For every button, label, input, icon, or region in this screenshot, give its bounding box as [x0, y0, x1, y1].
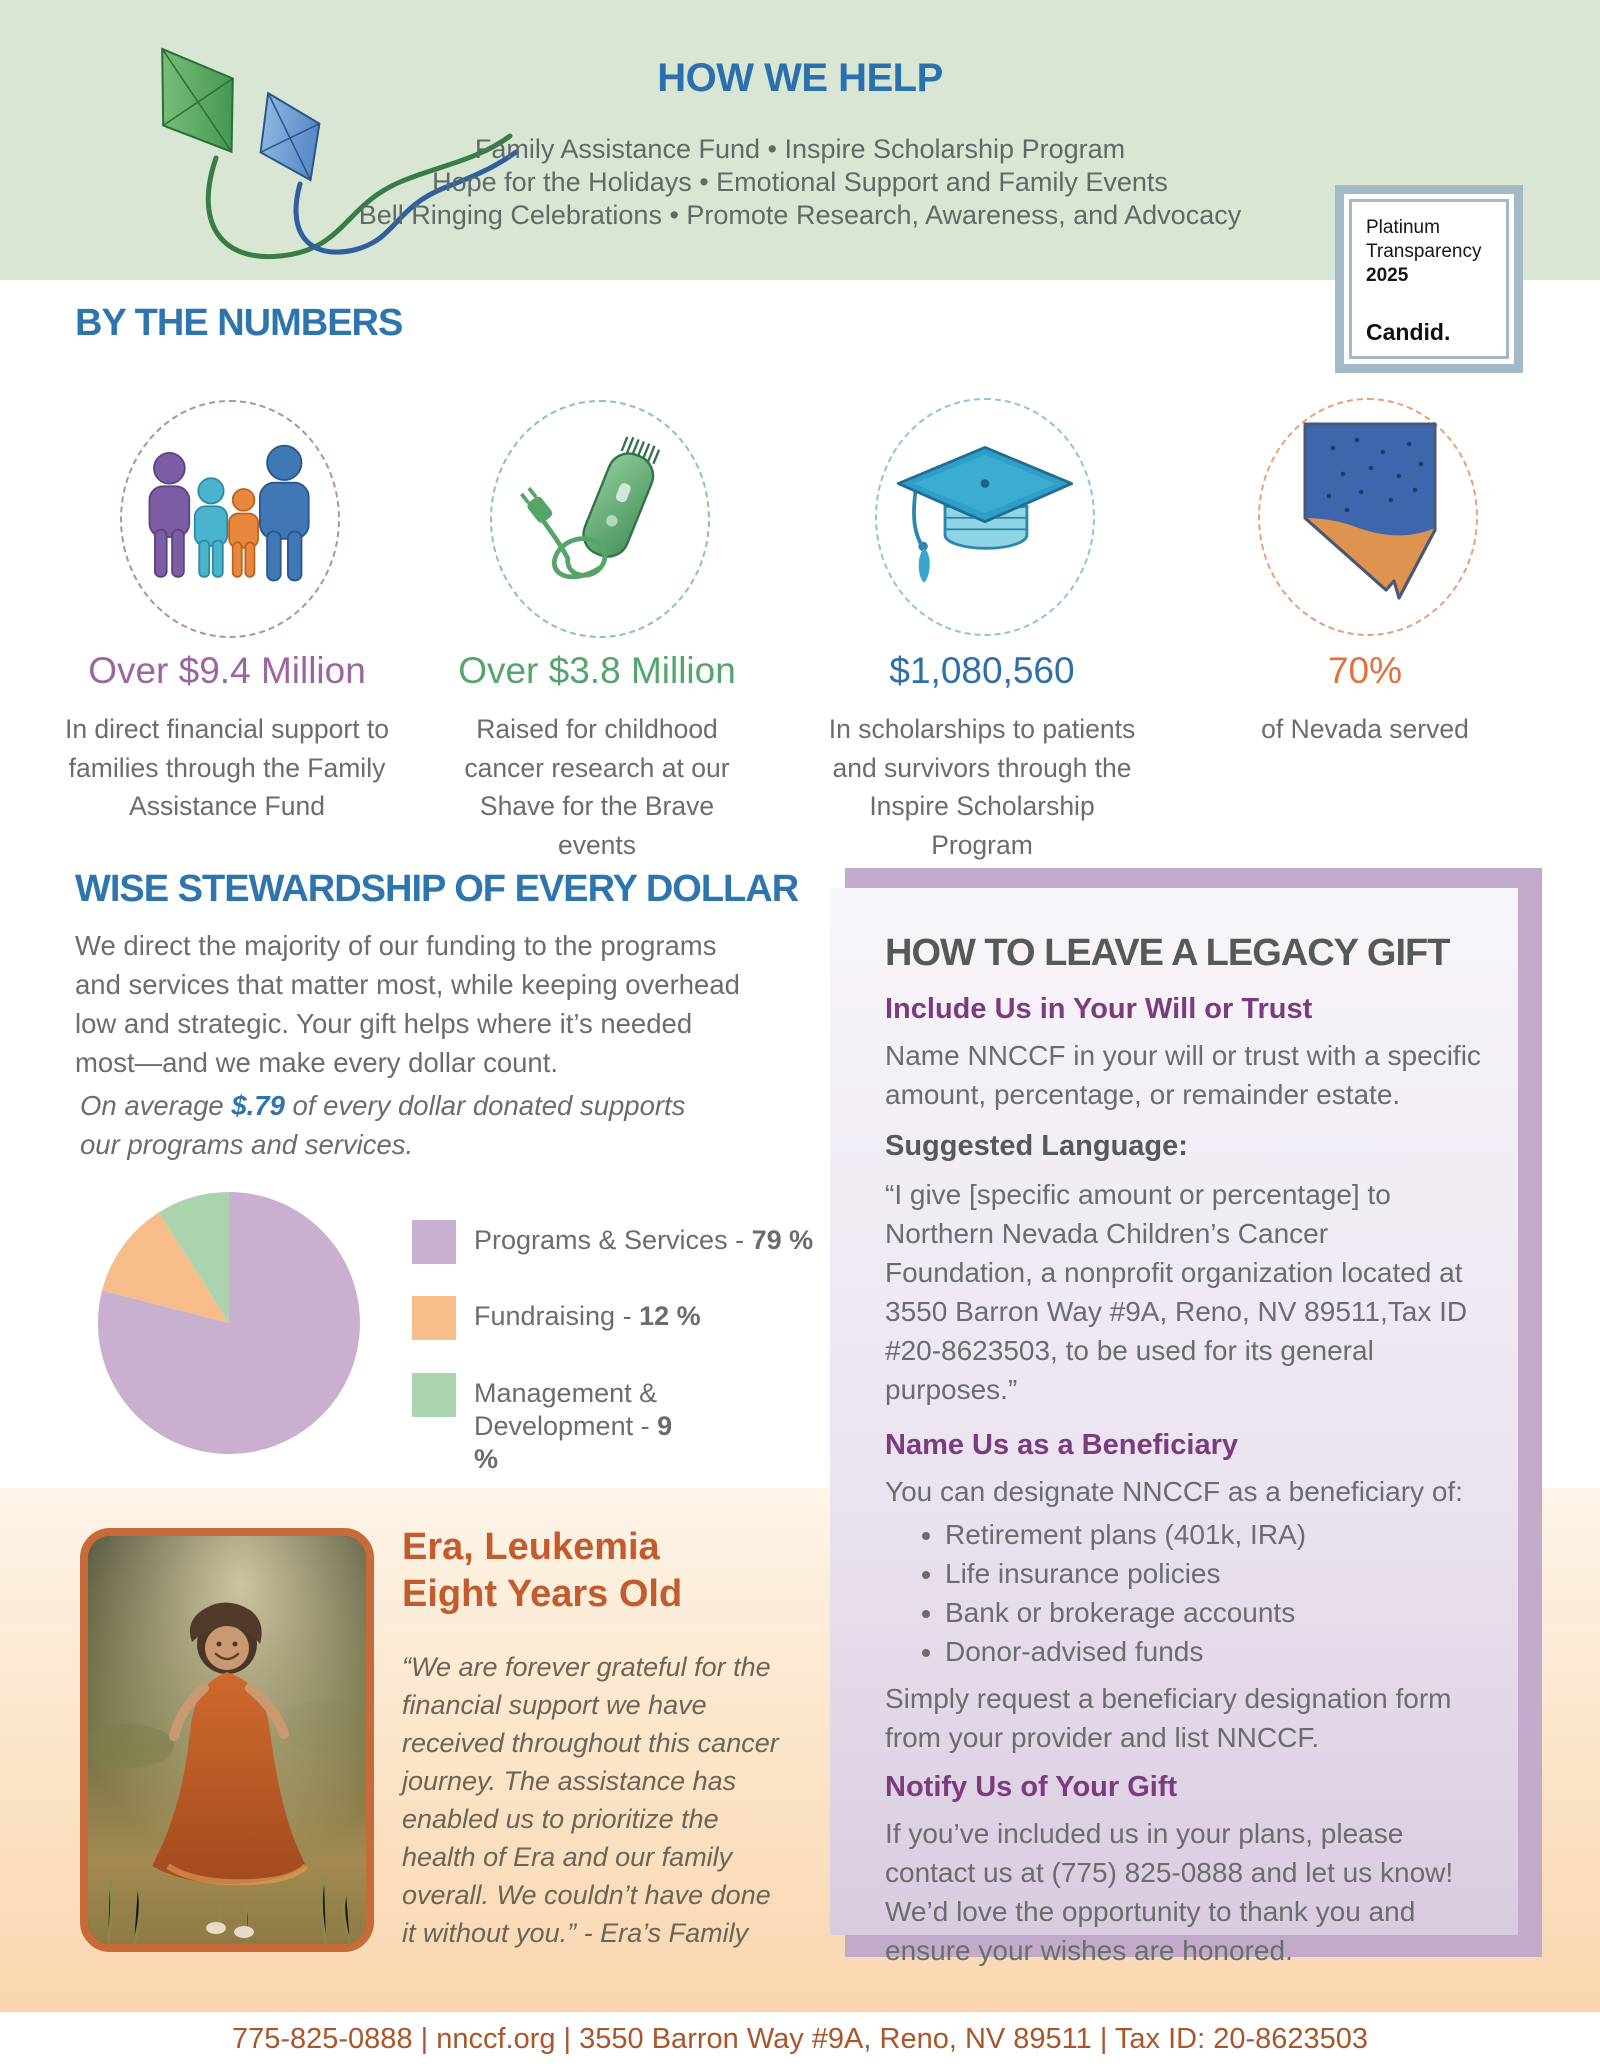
story-title: [402, 1524, 822, 1618]
badge-line-1: Platinum: [1366, 217, 1440, 238]
legacy-heading-language: Suggested Language:: [885, 1130, 1188, 1162]
stewardship-note: [80, 1086, 730, 1164]
legacy-heading-beneficiary: Name Us as a Beneficiary: [885, 1429, 1239, 1461]
legend-label-management: Management & Development -: [474, 1378, 658, 1441]
legend-pct-programs: 79 %: [751, 1225, 814, 1255]
legacy-paragraph-will: Name NNCCF in your will or trust with a specific amount, percentage, or remainder estate.: [885, 1040, 1481, 1110]
beneficiary-list: [885, 1515, 1482, 1671]
family-icon: [135, 418, 325, 618]
legacy-heading-will: Include Us in Your Will or Trust: [885, 993, 1313, 1025]
stat-value-family-fund: Over $9.4 Million: [88, 650, 366, 691]
list-item: • Donor-advised funds: [945, 1632, 1482, 1671]
legacy-paragraph-language: “I give [specific amount or percentage] to Northern Nevada Children’s Cancer Foundation, a nonprofit organization located at 3550 Barron Way #9A, Reno, NV 89511,Tax ID #20-8623503, to be used for its general purposes.”: [885, 1179, 1468, 1405]
grad-cap-icon: [885, 430, 1085, 600]
legend-item-fundraising: [412, 1296, 701, 1340]
note-highlight: $.79: [231, 1090, 285, 1121]
stat-desc-family-fund: In direct financial support to families through the Family Assistance Fund: [64, 714, 390, 821]
story-photo: [80, 1528, 374, 1952]
candid-transparency-badge: [1335, 185, 1523, 373]
legacy-paragraph-notify: If you’ve included us in your plans, please contact us at (775) 825-0888 and let us know! We’d love the opportunity to thank you and ensure your wishes are honored.: [885, 1818, 1454, 1966]
candid-logo: Candid.: [1366, 319, 1451, 345]
expense-pie-chart: [98, 1192, 360, 1454]
legend-swatch-fundraising: [412, 1296, 456, 1340]
legacy-panel: [830, 888, 1518, 1966]
girl-photo-illustration: [88, 1536, 366, 1944]
stewardship-paragraph: We direct the majority of our funding to the programs and services that matter most, while keeping overhead low and strategic. Your gift helps where it’s needed most—and we make every dollar count.: [75, 930, 740, 1078]
stat-value-scholarships: $1,080,560: [889, 650, 1075, 691]
list-item: • Retirement plans (401k, IRA): [945, 1515, 1482, 1554]
section-title-by-the-numbers: BY THE NUMBERS: [75, 302, 403, 344]
story-title-line2: Eight Years Old: [402, 1573, 683, 1615]
stat-value-nevada: 70%: [1327, 650, 1403, 691]
story-title-line1: Era, Leukemia: [402, 1526, 660, 1568]
note-prefix: On average: [80, 1090, 232, 1121]
legend-swatch-management: [412, 1373, 456, 1417]
legacy-paragraph-beneficiary: You can designate NNCCF as a beneficiary of:: [885, 1476, 1463, 1507]
note-suffix: of every dollar donated supports our programs and services.: [80, 1090, 686, 1160]
program-line-1: Family Assistance Fund • Inspire Scholarship Program: [474, 134, 1126, 164]
legacy-title: HOW TO LEAVE A LEGACY GIFT: [885, 932, 1450, 974]
legend-pct-fundraising: 12 %: [639, 1301, 701, 1331]
badge-line-2: Transparency: [1366, 241, 1482, 262]
page-title: HOW WE HELP: [657, 56, 943, 100]
legend-pct-management: 9 %: [474, 1411, 673, 1474]
list-item: • Bank or brokerage accounts: [945, 1593, 1482, 1632]
stat-desc-research: Raised for childhood cancer research at our Shave for the Brave events: [464, 714, 730, 860]
footer-contact: 775-825-0888 | nnccf.org | 3550 Barron Way #9A, Reno, NV 89511 | Tax ID: 20-8623503: [231, 2023, 1369, 2055]
legacy-heading-notify: Notify Us of Your Gift: [885, 1771, 1178, 1803]
program-line-3: Bell Ringing Celebrations • Promote Research, Awareness, and Advocacy: [358, 200, 1242, 230]
program-line-2: Hope for the Holidays • Emotional Support and Family Events: [432, 167, 1168, 197]
stat-desc-scholarships: In scholarships to patients and survivors through the Inspire Scholarship Program: [828, 714, 1136, 860]
stat-value-research: Over $3.8 Million: [458, 650, 736, 691]
legend-item-programs: [412, 1220, 813, 1264]
legend-label-programs: Programs & Services -: [474, 1225, 752, 1255]
badge-year: 2025: [1366, 265, 1409, 286]
nevada-icon: [1295, 418, 1445, 618]
legacy-paragraph-form: Simply request a beneficiary designation form from your provider and list NNCCF.: [885, 1683, 1452, 1753]
stat-desc-nevada: of Nevada served: [1261, 714, 1469, 744]
section-title-stewardship: WISE STEWARDSHIP OF EVERY DOLLAR: [75, 868, 799, 910]
legend-label-fundraising: Fundraising -: [474, 1301, 640, 1331]
story-quote: “We are forever grateful for the financial support we have received throughout this cancer journey. The assistance has enabled us to prioritize the health of Era and our family overall. We couldn’t have done it without you.” - Era’s Family: [402, 1652, 779, 1948]
legend-item-management: [412, 1373, 699, 1476]
legend-swatch-programs: [412, 1220, 456, 1264]
list-item: • Life insurance policies: [945, 1554, 1482, 1593]
clipper-icon: [505, 410, 695, 625]
